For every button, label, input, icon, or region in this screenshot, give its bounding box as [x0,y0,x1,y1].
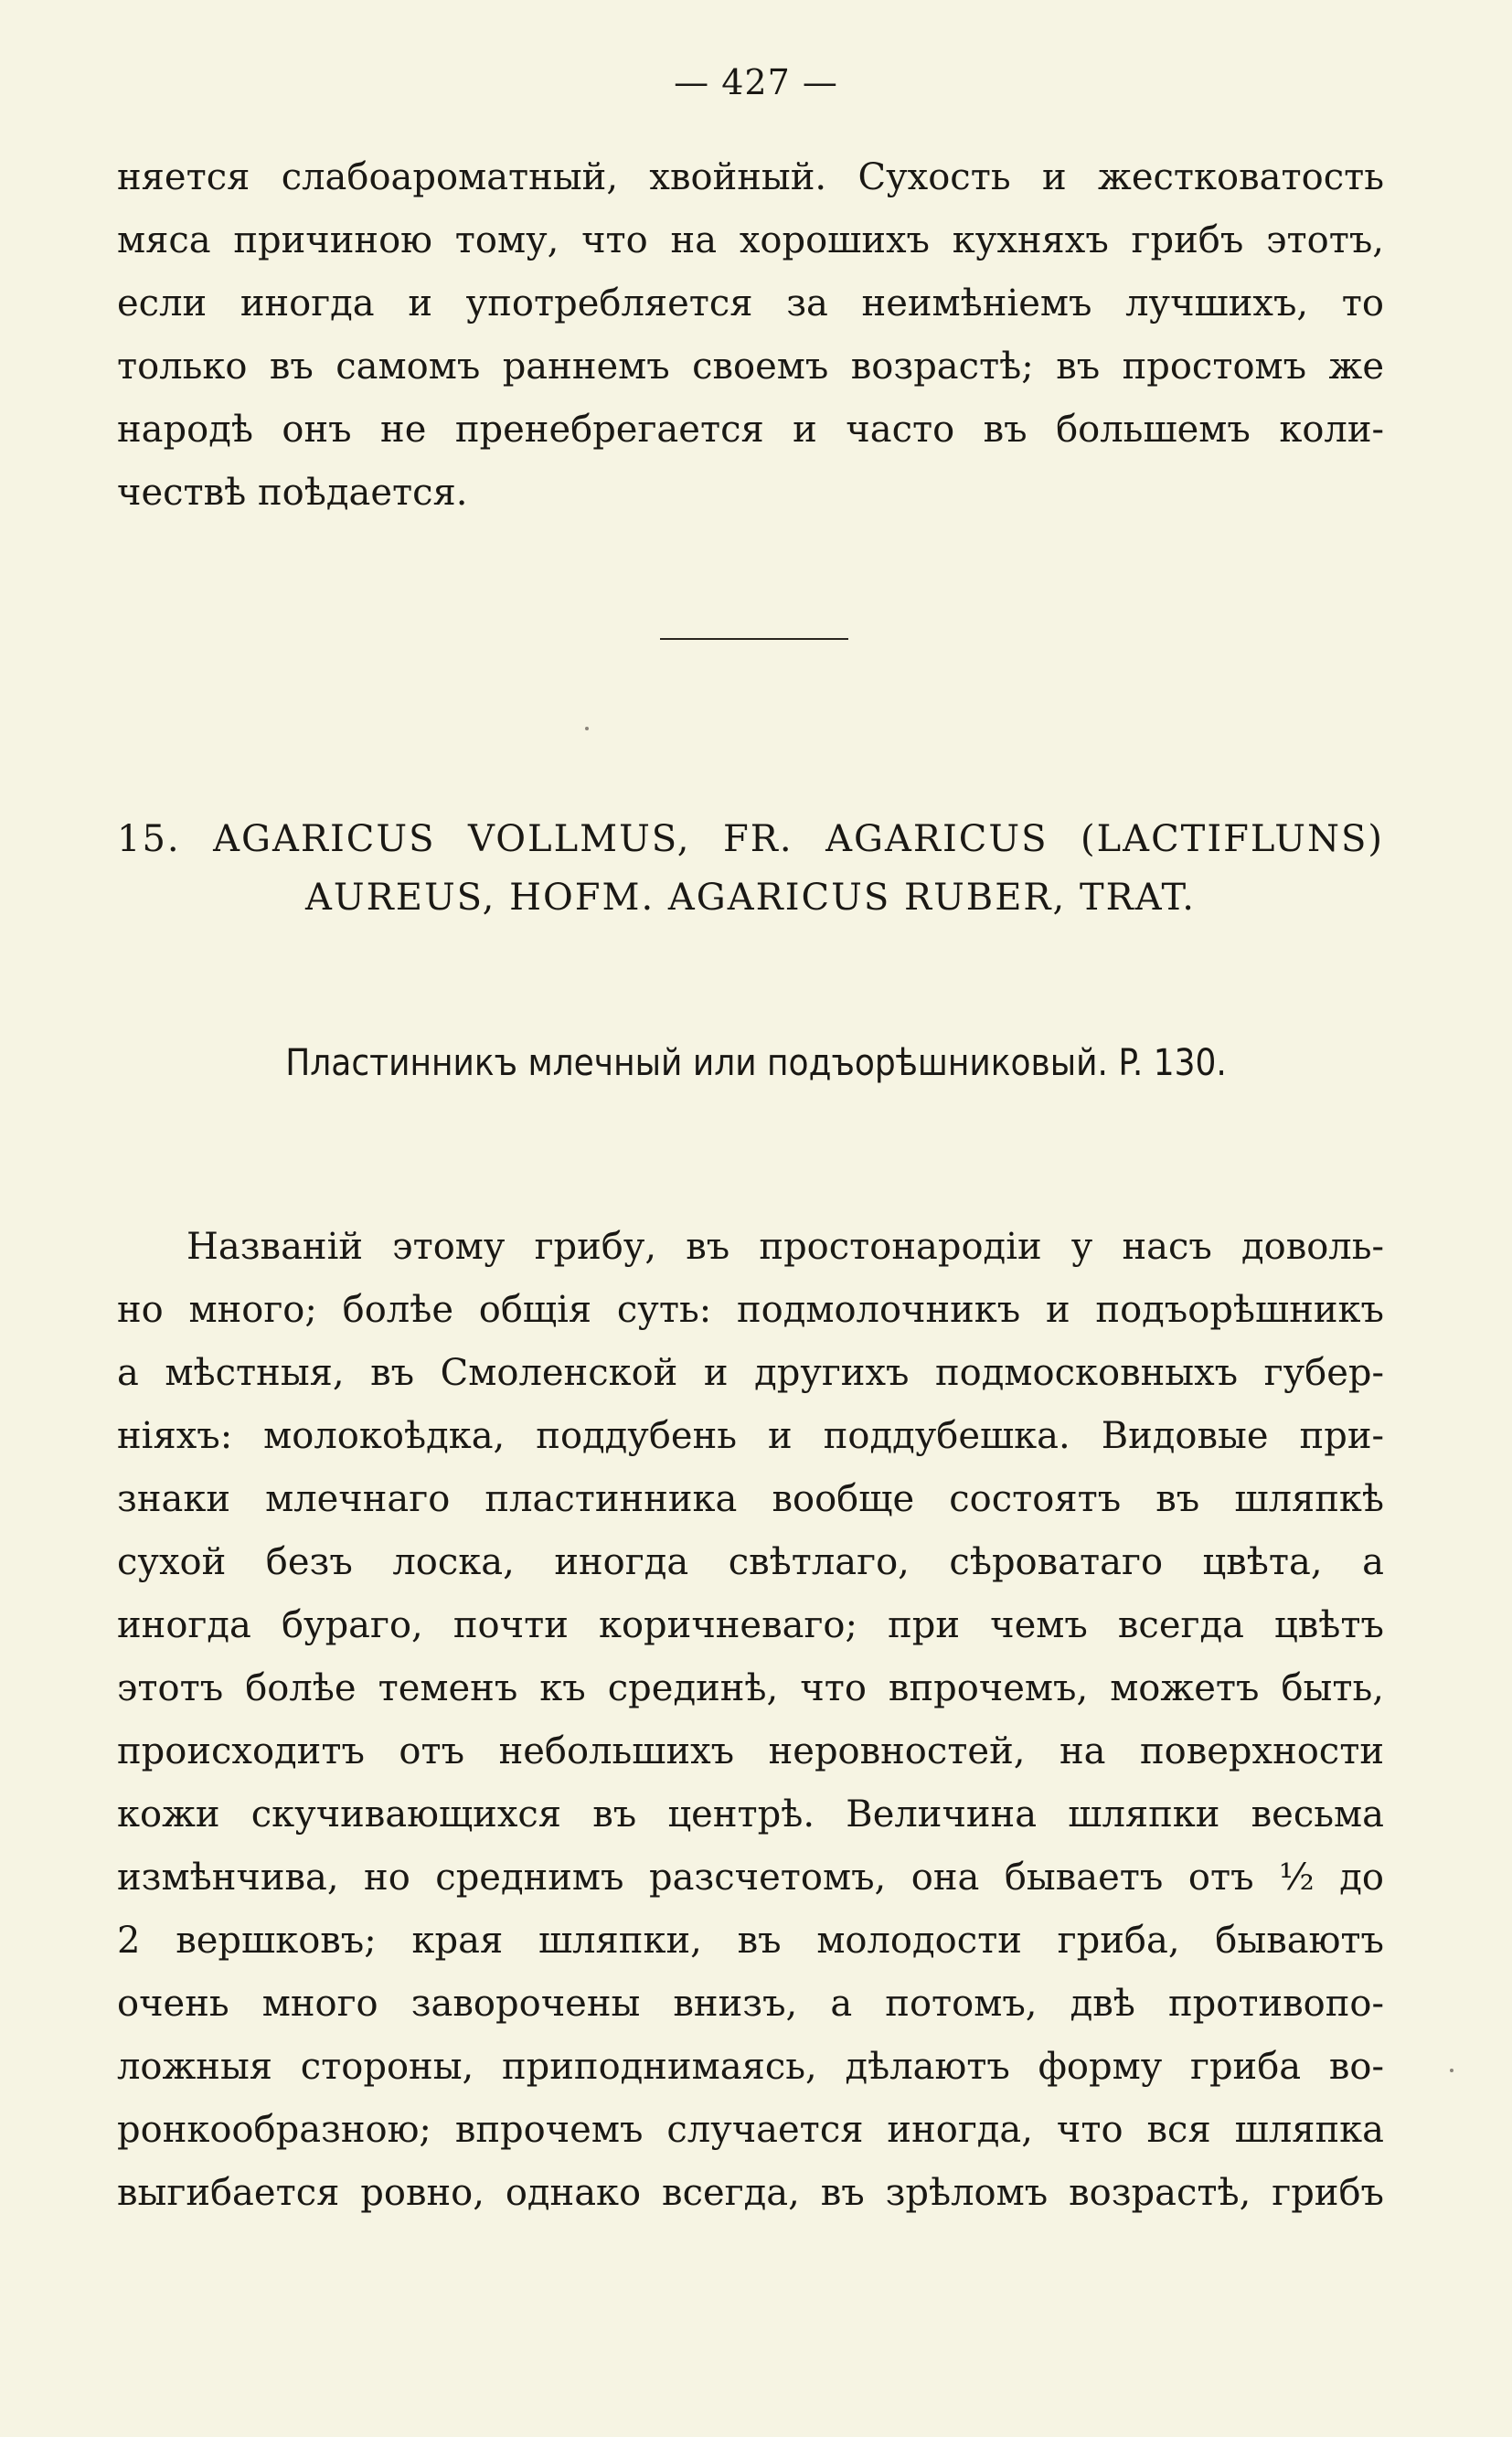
section-subtitle: Пластинникъ млечный или подъорѣшниковый. P. 130. [285,1042,1227,1084]
page-number: — 427 — [674,62,838,102]
text-line: но много; болѣе общія суть: подмолочникъ и подъорѣшникъ [117,1289,1384,1331]
text-line: сухой безъ лоска, иногда свѣтлаго, сѣроватаго цвѣта, а [117,1541,1384,1583]
section-heading [117,810,1384,927]
text-line: очень много заворочены внизъ, а потомъ, двѣ противопо- [117,1983,1384,2025]
heading-line: 15. AGARICUS VOLLMUS, FR. AGARICUS (LACTIFLUNS) [117,818,1384,860]
heading-line: AUREUS, HOFM. AGARICUS RUBER, TRAT. [305,877,1196,919]
text-line: происходитъ отъ небольшихъ неровностей, на поверхности [117,1730,1384,1772]
text-line: измѣнчива, но среднимъ разсчетомъ, она бываетъ отъ ½ до [117,1857,1384,1899]
text-line: этотъ болѣе теменъ къ срединѣ, что впрочемъ, можетъ быть, [117,1667,1384,1709]
text-line: мяса причиною тому, что на хорошихъ кухняхъ грибъ этотъ, [117,219,1384,261]
text-line: народѣ онъ не пренебрегается и часто въ большемъ коли- [117,409,1384,451]
continuation-text [117,146,1384,525]
section-divider [660,638,848,640]
text-line: иногда бураго, почти коричневаго; при чемъ всегда цвѣтъ [117,1604,1384,1646]
text-line: если иногда и употребляется за неимѣніемъ лучшихъ, то [117,282,1384,325]
text-line: Названій этому грибу, въ простонародіи у насъ доволь- [186,1226,1384,1268]
print-speck [585,727,589,730]
text-line: чествѣ поѣдается. [117,472,468,514]
text-line: ронкообразною; впрочемъ случается иногда, что вся шляпка [117,2109,1384,2151]
text-line: 2 вершковъ; края шляпки, въ молодости гриба, бываютъ [117,1920,1384,1962]
text-line: а мѣстныя, въ Смоленской и другихъ подмосковныхъ губер- [117,1352,1384,1394]
text-line: ніяхъ: молокоѣдка, поддубень и поддубешка. Видовые при- [117,1415,1384,1457]
section-paragraph [117,1216,1384,2225]
text-line: кожи скучивающихся въ центрѣ. Величина шляпки весьма [117,1793,1384,1836]
text-line: выгибается ровно, однако всегда, въ зрѣломъ возрастѣ, грибъ [117,2172,1384,2214]
print-speck [1450,2069,1453,2072]
text-line: няется слабоароматный, хвойный. Сухость и жестковатость [117,156,1384,198]
text-line: только въ самомъ раннемъ своемъ возрастѣ; въ простомъ же [117,346,1384,388]
text-line: ложныя стороны, приподнимаясь, дѣлаютъ форму гриба во- [117,2046,1384,2088]
text-line: знаки млечнаго пластинника вообще состоятъ въ шляпкѣ [117,1478,1384,1520]
